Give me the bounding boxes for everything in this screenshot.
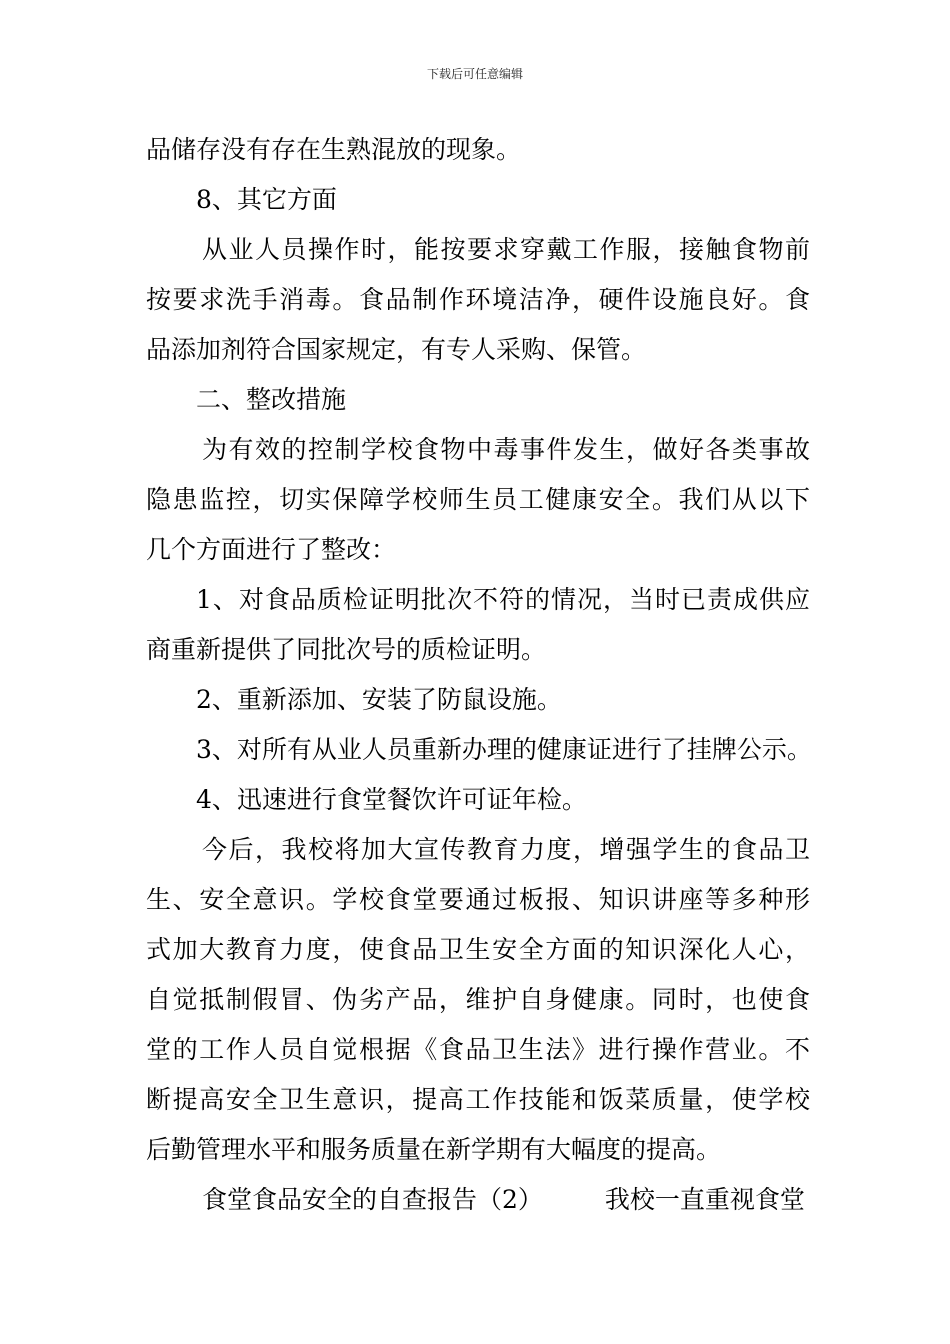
text-line: 从业人员操作时，能按要求穿戴工作服，接触食物前 <box>202 235 810 264</box>
text-line: 自觉抵制假冒、伪劣产品，维护自身健康。同时，也使食 <box>146 985 810 1014</box>
document-body <box>146 125 810 1225</box>
text-continuation: 我校一直重视食堂 <box>604 1185 805 1214</box>
text-line: 品储存没有存在生熟混放的现象。 <box>146 135 522 164</box>
text-line: 2、重新添加、安装了防鼠设施。 <box>196 685 562 714</box>
text-line: 生、安全意识。学校食堂要通过板报、知识讲座等多种形 <box>146 885 810 914</box>
text-line: 3、对所有从业人员重新办理的健康证进行了挂牌公示。 <box>196 735 812 764</box>
section-heading: 二、整改措施 <box>196 385 347 414</box>
text-line: 堂的工作人员自觉根据《食品卫生法》进行操作营业。不 <box>146 1035 810 1064</box>
text-line: 1、对食品质检证明批次不符的情况，当时已责成供应 <box>196 585 810 614</box>
text-line: 按要求洗手消毒。食品制作环境洁净，硬件设施良好。食 <box>146 285 810 314</box>
text-line: 4、迅速进行食堂餐饮许可证年检。 <box>196 785 587 814</box>
text-line: 商重新提供了同批次号的质检证明。 <box>146 635 547 664</box>
text-line: 今后，我校将加大宣传教育力度，增强学生的食品卫 <box>202 835 810 864</box>
text-line: 品添加剂符合国家规定，有专人采购、保管。 <box>146 335 647 364</box>
page-header: 下载后可任意编辑 <box>426 67 523 81</box>
text-line <box>146 1175 810 1225</box>
text-line: 隐患监控，切实保障学校师生员工健康安全。我们从以下 <box>146 485 810 514</box>
section-heading: 8、其它方面 <box>196 185 337 214</box>
text-line: 断提高安全卫生意识，提高工作技能和饭菜质量，使学校 <box>146 1085 810 1114</box>
report-title: 食堂食品安全的自查报告（2） <box>202 1185 543 1214</box>
text-line: 为有效的控制学校食物中毒事件发生，做好各类事故 <box>202 435 810 464</box>
text-line: 后勤管理水平和服务质量在新学期有大幅度的提高。 <box>146 1135 722 1164</box>
text-line: 式加大教育力度，使食品卫生安全方面的知识深化人心， <box>146 935 810 964</box>
text-line: 几个方面进行了整改： <box>146 535 397 564</box>
